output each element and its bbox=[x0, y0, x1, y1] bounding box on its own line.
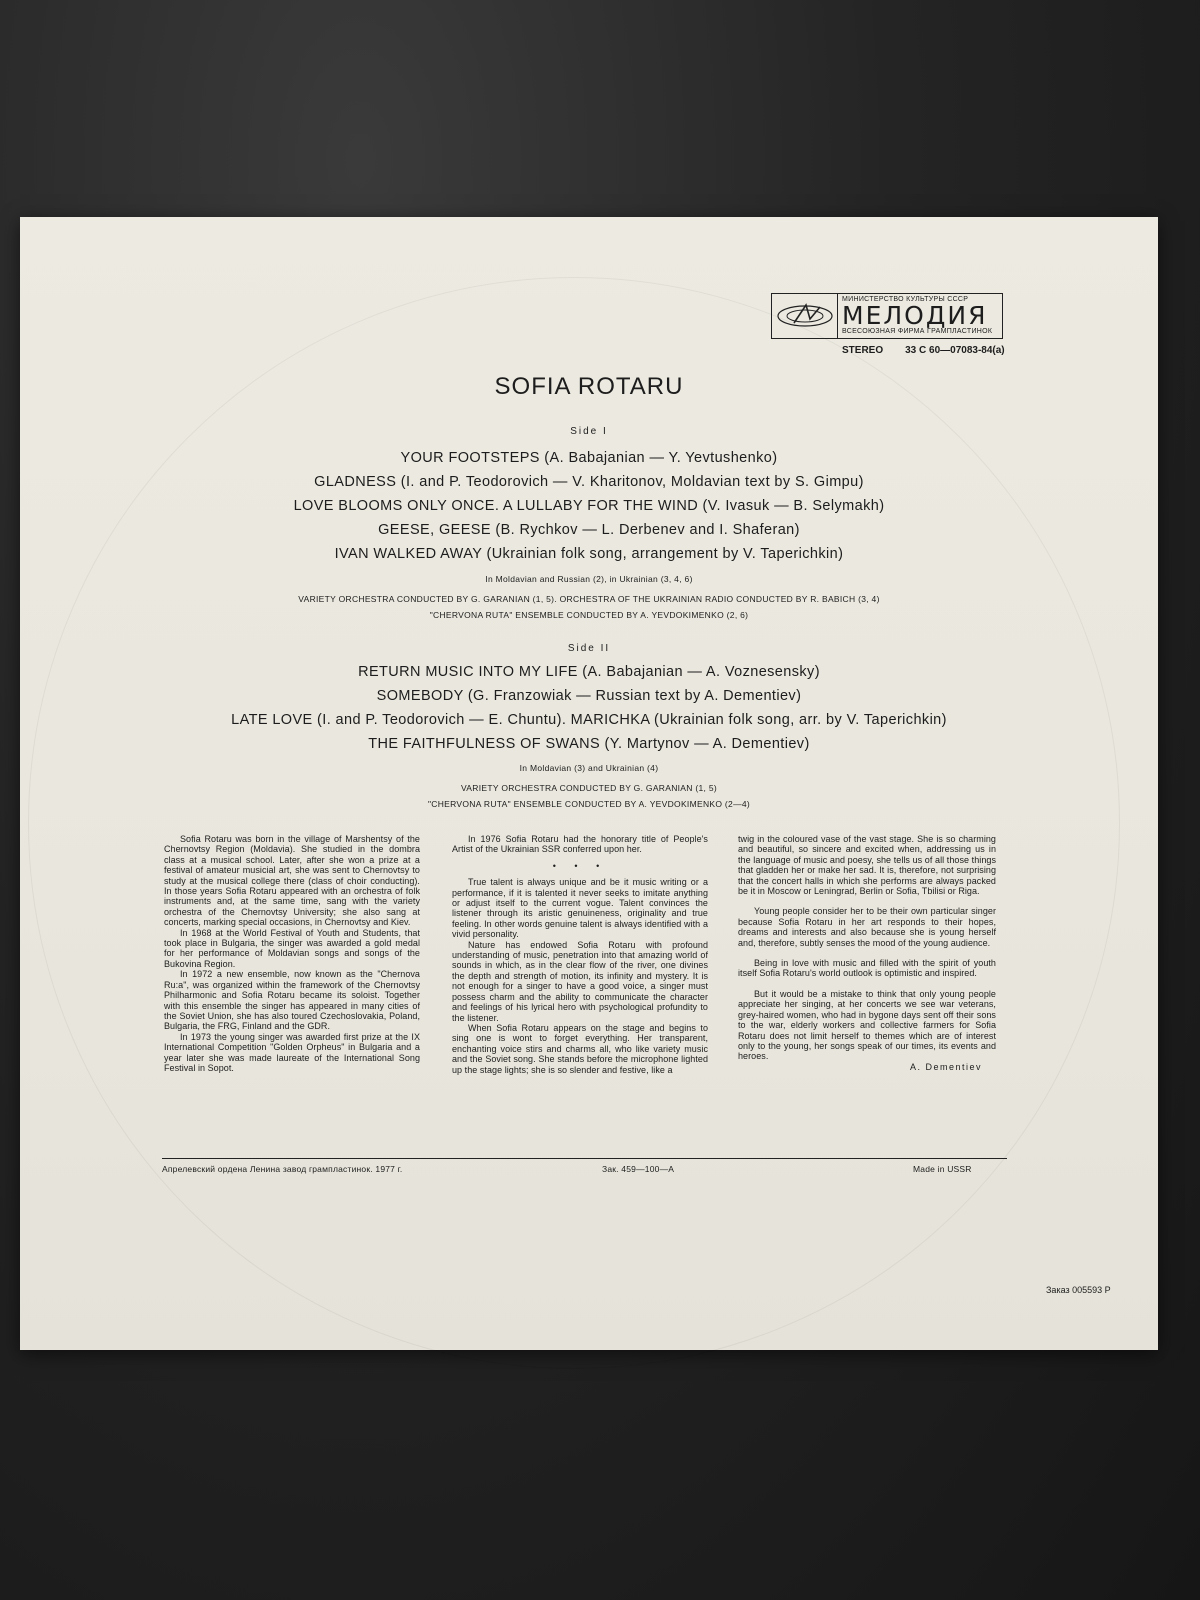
print-order: Зак. 459—100—А bbox=[602, 1164, 675, 1174]
author-signature: A. Dementiev bbox=[909, 1061, 982, 1072]
side-1-credit: "CHERVONA RUTA" ENSEMBLE CONDUCTED BY A. YEVDOKIMENKO (2, 6) bbox=[429, 610, 749, 620]
melodiya-logo bbox=[771, 293, 1003, 339]
liner-paragraph: twig in the coloured vase of the vast stage. She is so charming and beautiful, so sincere and excited when, addressing us in the language of music and poesy, she tells us of all those things that gladden her or make her sad. It is, therefore, not surprising that the concert halls in which she performs are always packed be it in Moscow or Leningrad, Berlin or Sofia, Tbilisi or Riga. bbox=[738, 834, 996, 897]
track-list-item: SOMEBODY (G. Franzowiak — Russian text by A. Dementiev) bbox=[376, 688, 802, 704]
melodiya-emblem-icon bbox=[772, 294, 838, 338]
stereo-mark: STEREO bbox=[842, 345, 884, 356]
liner-notes-column-3 bbox=[738, 834, 996, 1072]
melodiya-wordmark bbox=[838, 294, 1002, 338]
liner-paragraph: Nature has endowed Sofia Rotaru with profound understanding of music, penetration into that amazing world of sounds in which, as in the clear flow of the river, one divines the depth and strength of motion, its infinity and mystery. It is not enough for a singer to have a good voice, a singer must possess charm and the ability to communicate the character and feelings of his lyrical hero with psychological profundity to the listener. bbox=[452, 939, 708, 1023]
footer-divider bbox=[162, 1158, 1007, 1159]
track-list-item: LOVE BLOOMS ONLY ONCE. A LULLABY FOR THE WIND (V. Ivasuk — B. Selymakh) bbox=[293, 498, 885, 514]
liner-paragraph: Being in love with music and filled with the spirit of youth itself Sofia Rotaru's world outlook is optimistic and inspired. bbox=[738, 958, 996, 979]
track-list-item: GEESE, GEESE (B. Rychkov — L. Derbenev and I. Shaferan) bbox=[378, 522, 800, 538]
track-list-item: RETURN MUSIC INTO MY LIFE (A. Babajanian — A. Voznesensky) bbox=[358, 664, 820, 680]
track-list-item: LATE LOVE (I. and P. Teodorovich — E. Chuntu). MARICHKA (Ukrainian folk song, arr. by V. Taperichkin) bbox=[231, 712, 947, 728]
liner-paragraph: Young people consider her to be their own particular singer because Sofia Rotaru in her art responds to their hopes, dreams and interests and also because she is young herself and, therefore, subtly senses the mood of the young audience. bbox=[738, 906, 996, 948]
liner-paragraph: In 1972 a new ensemble, now known as the "Chernova Ru:a", was organized within the framework of the Chernovtsy Philharmonic and Sofia Rotaru became its soloist. Together with this ensemble the singer has appeared in many cities of the Soviet Union, she has also toured Czechoslovakia, Poland, Bulgaria, the FRG, Finland and the GDR. bbox=[164, 969, 420, 1032]
liner-paragraph: But it would be a mistake to think that only young people appreciate her singing, at her concerts we see war veterans, grey-haired women, who had in bygone days sent off their sons to the war, elderly workers and collective farmers for Sofia Rotaru does not limit herself to themes which are of interest only to the young, her songs speak of our times, its events and heroes. bbox=[738, 988, 996, 1062]
liner-paragraph: Sofia Rotaru was born in the village of Marshentsy of the Chernovtsy Region (Moldavia). She studied in the dombra class at a musical school. Later, after she won a prize at a festival of amateur musicial art, she was sent to Chernovtsy to study at the musical college there (class of choir conducting). In those years Sofia Rotaru appeared with an orchestra of folk instruments and, at the same time, sang with the variety orchestra of the Chernovtsy University; she also sang at concerts, marking special occasions, in Chernovtsy and Kiev. bbox=[164, 834, 420, 928]
section-divider: • • • bbox=[552, 860, 608, 871]
label-name: МЕЛОДИЯ bbox=[842, 301, 988, 330]
liner-paragraph: In 1976 Sofia Rotaru had the honorary title of People's Artist of the Ukrainian SSR conferred upon her. bbox=[452, 834, 708, 855]
album-title: SOFIA ROTARU bbox=[494, 373, 684, 400]
liner-paragraph: In 1968 at the World Festival of Youth and Students, that took place in Bulgaria, the singer was awarded a gold medal for her performance of Moldavian songs and songs of the Bukovina Region. bbox=[164, 927, 420, 969]
track-list-item: IVAN WALKED AWAY (Ukrainian folk song, arrangement by V. Taperichkin) bbox=[334, 546, 844, 562]
track-list-item: GLADNESS (I. and P. Teodorovich — V. Kharitonov, Moldavian text by S. Gimpu) bbox=[314, 474, 864, 490]
liner-paragraph: When Sofia Rotaru appears on the stage and begins to sing one is wont to forget everything. Her transparent, enchanting voice stirs and charms all, who like variety music and the Soviet song. She stands before the microphone lighted up the stage lights; she is so slender and festive, like a bbox=[452, 1022, 708, 1075]
side-1-credit: VARIETY ORCHESTRA CONDUCTED BY G. GARANIAN (1, 5). ORCHESTRA OF THE UKRAINIAN RADIO CONDUCTED BY R. BABICH (3, 4) bbox=[298, 594, 880, 604]
side-2-languages: In Moldavian (3) and Ukrainian (4) bbox=[519, 763, 659, 773]
label-company: ВСЕСОЮЗНАЯ ФИРМА ГРАМПЛАСТИНОК bbox=[842, 328, 993, 335]
side-1-languages: In Moldavian and Russian (2), in Ukrainian (3, 4, 6) bbox=[485, 574, 693, 584]
side-2-credit: VARIETY ORCHESTRA CONDUCTED BY G. GARANIAN (1, 5) bbox=[460, 783, 718, 793]
catalog-info bbox=[842, 345, 1005, 356]
label-ministry: МИНИСТЕРСТВО КУЛЬТУРЫ СССР bbox=[842, 296, 969, 303]
catalog-number: 33 С 60—07083-84(а) bbox=[905, 345, 1005, 356]
liner-paragraph: True talent is always unique and be it music writing or a performance, if it is talented it never seeks to imitate anything or adjust itself to the current vogue. Talent convinces the listener through its aristic genuineness, originality and true feeling. In other words genuine talent is always identified with a vivid personality. bbox=[452, 877, 708, 940]
side-2-credit: "CHERVONA RUTA" ENSEMBLE CONDUCTED BY A. YEVDOKIMENKO (2—4) bbox=[427, 799, 751, 809]
liner-notes-column-2 bbox=[452, 834, 708, 1075]
liner-paragraph: In 1973 the young singer was awarded first prize at the IX International Competition "Golden Orpheus" in Bulgaria and a year later she was made laureate of the International Song Festival in Sopot. bbox=[164, 1031, 420, 1073]
made-in: Made in USSR bbox=[913, 1164, 972, 1174]
track-list-item: THE FAITHFULNESS OF SWANS (Y. Martynov — A. Dementiev) bbox=[368, 736, 810, 752]
side-1-label: Side I bbox=[570, 426, 608, 437]
side-2-label: Side II bbox=[567, 643, 611, 654]
liner-notes-column-1 bbox=[164, 834, 420, 1073]
track-list-item: YOUR FOOTSTEPS (A. Babajanian — Y. Yevtushenko) bbox=[400, 450, 778, 466]
order-number: Заказ 005593 Р bbox=[1046, 1285, 1111, 1295]
record-sleeve-back bbox=[20, 217, 1158, 1350]
pressing-plant: Апрелевский ордена Ленина завод грампластинок. 1977 г. bbox=[162, 1164, 403, 1174]
